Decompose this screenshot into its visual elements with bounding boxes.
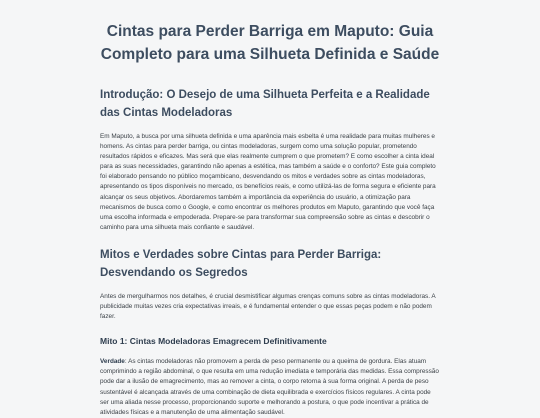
section-heading-myths: Mitos e Verdades sobre Cintas para Perder Barriga: Desvendando os Segredos <box>100 248 382 279</box>
myth-1-text: : As cintas modeladoras não promovem a perda de peso permanente ou a queima de gordura. Elas atuam comprimindo a região abdominal, o que resulta em uma redução imediata e temporária das medidas. Essa compressão pode dar a ilusão de emagrecimento, mas ao remover a cinta, o corpo retorna à sua forma original. A perda de peso sustentável é alcançada através de uma combinação de dieta equilibrada e exercícios físicos regulares. A cinta pode ser uma aliada nesse processo, proporcionando suporte e melhorando a postura, o que pode incentivar a prática de atividades físicas e a manutenção de uma alimentação saudável. <box>100 358 439 416</box>
section-heading-introduction: Introdução: O Desejo de uma Silhueta Perfeita e a Realidade das Cintas Modeladoras <box>100 89 430 119</box>
myths-intro-paragraph: Antes de mergulharmos nos detalhes, é crucial desmistificar algumas crenças comuns sobre as cintas modeladoras. A publicidade muitas vezes cria expectativas irreais, e é fundamental entender o que essas peças podem e não podem fazer. <box>100 292 436 321</box>
introduction-paragraph: Em Maputo, a busca por uma silhueta definida e uma aparência mais esbelta é uma realidade para muitas mulheres e homens. As cintas para perder barriga, ou cintas modeladoras, surgem como uma solução popular, prometendo resultados rápidos e eficazes. Mas será que elas realmente cumprem o que prometem? E como escolher a cinta ideal para as suas necessidades, garantindo não apenas a estética, mas também a saúde e o conforto? Este guia completo foi elaborado pensando no público moçambicano, desvendando os mitos e verdades sobre as cintas modeladoras, apresentando os tipos disponíveis no mercado, os benefícios reais, e como utilizá-las de forma segura e eficiente para alcançar os seus objetivos. Abordaremos também a importância da experiência do usuário, a otimização para mecanismos de busca como o Google, e como encontrar os melhores produtos em Maputo, garantindo que você faça uma escolha informada e empoderada. Prepare-se para transformar sua compreensão sobre as cintas e descobrir o caminho para uma silhueta mais confiante e saudável. <box>100 133 436 231</box>
truth-label: Verdade <box>100 358 125 366</box>
myth-1-paragraph <box>100 357 440 418</box>
subsection-heading-myth-1: Mito 1: Cintas Modeladoras Emagrecem Definitivamente <box>100 336 327 347</box>
article-title: Cintas para Perder Barriga em Maputo: Guia Completo para uma Silhueta Definida e Saúde <box>100 23 440 63</box>
